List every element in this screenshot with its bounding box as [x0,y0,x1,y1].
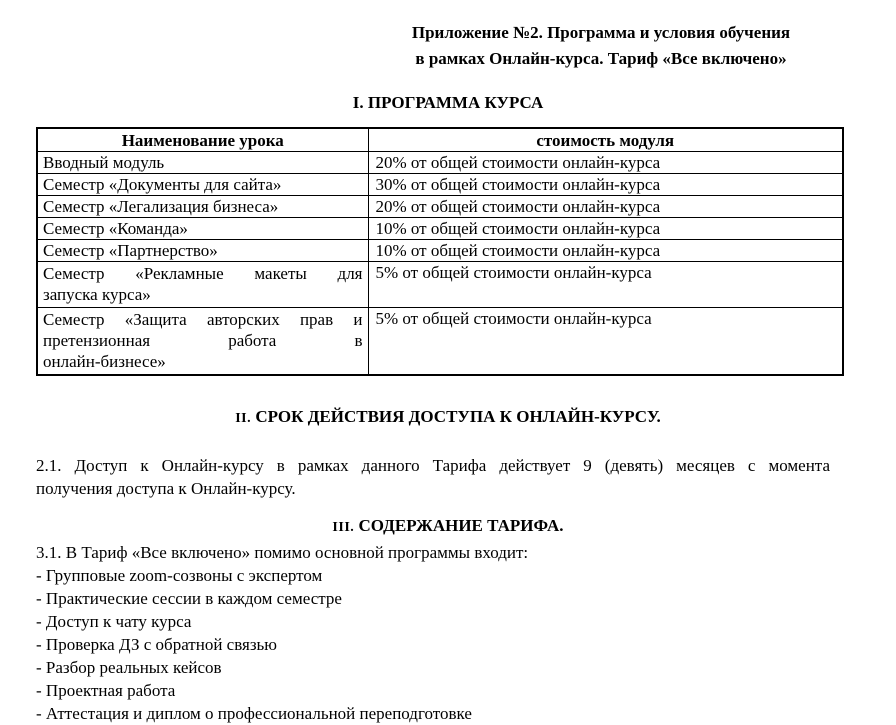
section2-title [36,407,860,429]
lesson-name-line: запуска курса» [43,285,151,304]
tariff-list-item: - Аттестация и диплом о профессиональной переподготовке [36,704,472,723]
section2-numeral: II. [235,411,252,426]
table-row [37,308,843,376]
table-row [37,152,843,174]
column-header-module-cost: стоимость модуля [368,128,843,152]
lesson-name-line: онлайн-бизнесе» [43,352,166,371]
column-header-lesson-name: Наименование урока [37,128,368,152]
tariff-list-item: - Практические сессии в каждом семестре [36,589,342,608]
section3-title [36,516,860,538]
table-header-row [37,128,843,152]
section1-title: I. ПРОГРАММА КУРСА [352,93,544,112]
lesson-name-cell: Семестр «Партнерство» [37,240,368,262]
clause-3-1-intro: 3.1. В Тариф «Все включено» помимо основной программы входит: [36,543,529,562]
tariff-list-item: - Проверка ДЗ с обратной связью [36,635,278,654]
lesson-name-cell [37,262,368,308]
appendix-header [366,20,836,72]
module-cost-cell: 30% от общей стоимости онлайн-курса [368,174,843,196]
module-cost-cell: 20% от общей стоимости онлайн-курса [368,152,843,174]
tariff-contents-list [36,564,860,725]
table-row [37,240,843,262]
appendix-header-line1: Приложение №2. Программа и условия обучения [411,23,791,42]
program-table [36,127,844,376]
table-row [37,174,843,196]
module-cost-cell: 5% от общей стоимости онлайн-курса [368,262,843,308]
lesson-name-line: Семестр «Рекламные макеты для [43,264,363,283]
lesson-name-line: Семестр «Защита авторских прав и [43,310,363,329]
clause-2-1-line: 2.1. Доступ к Онлайн-курсу в рамках данного Тарифа действует 9 (девять) месяцев с момента [36,456,830,475]
module-cost-cell: 20% от общей стоимости онлайн-курса [368,196,843,218]
tariff-list-item: - Проектная работа [36,681,176,700]
lesson-name-cell: Семестр «Команда» [37,218,368,240]
table-row [37,196,843,218]
section3-title-text: СОДЕРЖАНИЕ ТАРИФА. [358,516,564,535]
clause-2-1-line: получения доступа к Онлайн-курсу. [36,479,296,498]
lesson-name-cell: Семестр «Легализация бизнеса» [37,196,368,218]
clause-2-1 [36,454,830,500]
appendix-header-line2: в рамках Онлайн-курса. Тариф «Все включено» [415,49,787,68]
table-row [37,218,843,240]
module-cost-cell: 5% от общей стоимости онлайн-курса [368,308,843,376]
tariff-list-item: - Доступ к чату курса [36,612,192,631]
tariff-list-item: - Разбор реальных кейсов [36,658,222,677]
lesson-name-line: претензионная работа в [43,331,363,350]
section2-title-text: СРОК ДЕЙСТВИЯ ДОСТУПА К ОНЛАЙН-КУРСУ. [255,407,661,426]
lesson-name-cell: Вводный модуль [37,152,368,174]
section3-numeral: III. [332,520,355,535]
tariff-list-item: - Групповые zoom-созвоны с экспертом [36,566,323,585]
table-row [37,262,843,308]
lesson-name-cell: Семестр «Документы для сайта» [37,174,368,196]
module-cost-cell: 10% от общей стоимости онлайн-курса [368,218,843,240]
lesson-name-cell [37,308,368,376]
module-cost-cell: 10% от общей стоимости онлайн-курса [368,240,843,262]
